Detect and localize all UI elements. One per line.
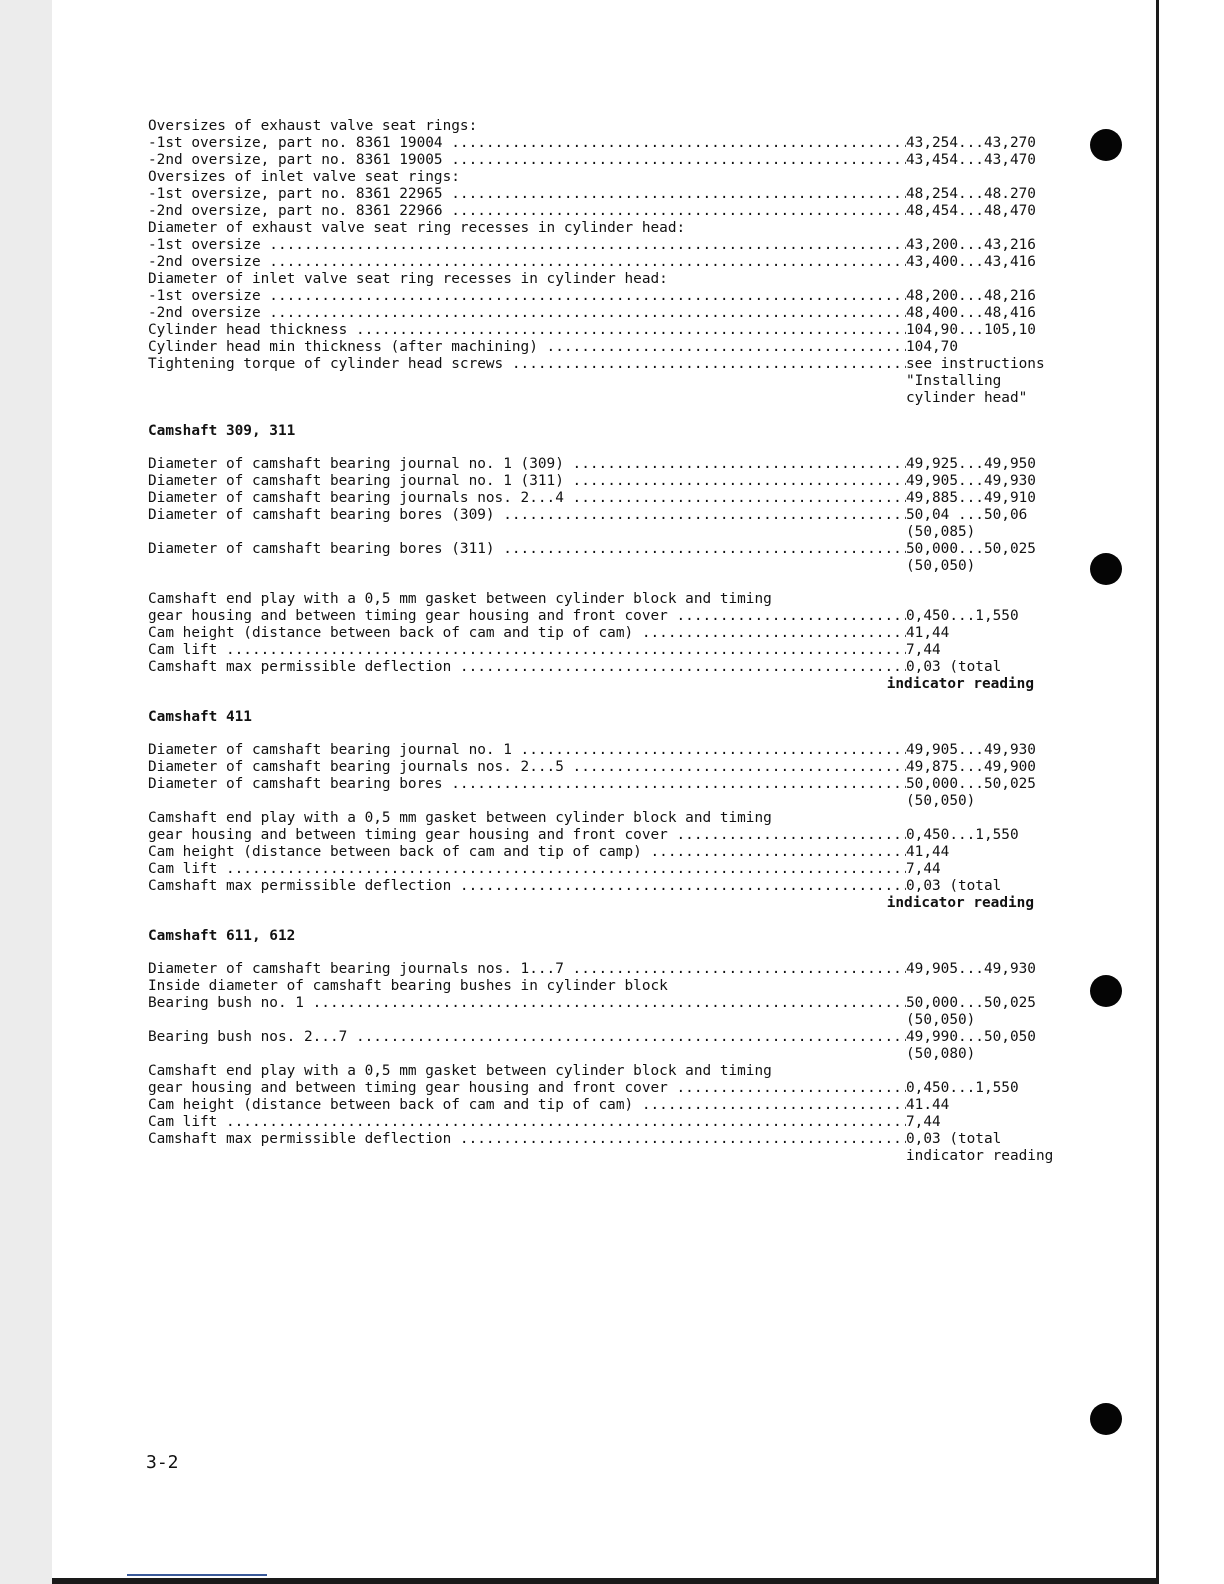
- spec-label: Bearing bush nos. 2...7 .....: [148, 1029, 906, 1046]
- spec-row: [148, 203, 1060, 220]
- spec-section: [148, 423, 1060, 693]
- spec-value: 104,70: [906, 339, 958, 355]
- spec-label: gear housing and between timing gear housing and front cover .....: [148, 1080, 906, 1097]
- spec-row: [148, 1097, 1060, 1114]
- spec-value: 0,03 (total: [906, 659, 1002, 675]
- spec-label: Camshaft max permissible deflection .....: [148, 1131, 906, 1148]
- spec-value: 49,905...49,930: [906, 742, 1036, 758]
- spec-row: [148, 541, 1060, 558]
- spec-label: -1st oversize, part no. 8361 19004 .....: [148, 135, 906, 152]
- spec-row: [148, 591, 1060, 608]
- spec-value-continued-text: (50,085): [906, 524, 976, 540]
- spec-value: 0,450...1,550: [906, 827, 1019, 843]
- section-heading: Camshaft 411: [148, 709, 252, 725]
- page-right-margin: [1159, 0, 1224, 1584]
- binder-hole-icon: [1090, 975, 1122, 1007]
- spec-row: [148, 625, 1060, 642]
- spec-value: see instructions: [906, 356, 1045, 372]
- spec-value: 41,44: [906, 625, 950, 641]
- spec-row: [148, 1114, 1060, 1131]
- spec-label: Diameter of camshaft bearing journal no. 1 (311) .....: [148, 473, 906, 490]
- spec-row: [148, 642, 1060, 659]
- spec-value: 43,400...43,416: [906, 254, 1036, 270]
- spec-row: [148, 827, 1060, 844]
- spec-value: 50,04 ...50,06: [906, 507, 1028, 523]
- spec-value: 50,000...50,025: [906, 995, 1036, 1011]
- spec-row: [148, 961, 1060, 978]
- spec-row: [148, 186, 1060, 203]
- spec-value: 104,90...105,10: [906, 322, 1036, 338]
- spec-label: Cam lift .....: [148, 861, 906, 878]
- spec-row: [148, 810, 1060, 827]
- scan-left-shade: [0, 0, 52, 1584]
- spec-value-continued-text: cylinder head": [906, 390, 1028, 406]
- spec-row: [148, 456, 1060, 473]
- spec-value: 43,254...43,270: [906, 135, 1036, 151]
- binder-hole-icon: [1090, 129, 1122, 161]
- spec-label: gear housing and between timing gear housing and front cover .....: [148, 827, 906, 844]
- spec-value-continued-text: (50,050): [906, 558, 976, 574]
- spec-row: [148, 152, 1060, 169]
- spec-value-continued: [148, 524, 1060, 541]
- spec-row: [148, 978, 1060, 995]
- spec-label: Diameter of exhaust valve seat ring recesses in cylinder head:: [148, 220, 686, 236]
- spec-label: Tightening torque of cylinder head screws .....: [148, 356, 906, 373]
- spec-value-continued: [148, 373, 1060, 390]
- spec-label: Camshaft end play with a 0,5 mm gasket between cylinder block and timing: [148, 1063, 772, 1079]
- spec-value: 49,885...49,910: [906, 490, 1036, 506]
- section-heading: Camshaft 309, 311: [148, 423, 296, 439]
- spec-value-continued-text: indicator reading: [906, 1148, 1054, 1164]
- spec-row: [148, 322, 1060, 339]
- spec-label: Diameter of inlet valve seat ring recesses in cylinder head:: [148, 271, 668, 287]
- spec-value: 48,400...48,416: [906, 305, 1036, 321]
- spec-row: [148, 271, 1060, 288]
- spec-label: -2nd oversize .....: [148, 305, 906, 322]
- spec-value-continued-bold: indicator reading: [886, 895, 1034, 911]
- spec-value: 7,44: [906, 642, 941, 658]
- spec-row: [148, 1080, 1060, 1097]
- spec-value-continued: [148, 390, 1060, 407]
- spec-label: Diameter of camshaft bearing journals nos. 2...5 .....: [148, 759, 906, 776]
- spec-value: 41,44: [906, 844, 950, 860]
- spec-row: [148, 776, 1060, 793]
- spec-label: Cam height (distance between back of cam and tip of cam) .....: [148, 625, 906, 642]
- spec-label: Diameter of camshaft bearing journal no. 1 (309) .....: [148, 456, 906, 473]
- spec-value-continued: [148, 1046, 1060, 1063]
- spec-value: 49,925...49,950: [906, 456, 1036, 472]
- spec-value-continued-text: (50,050): [906, 793, 976, 809]
- page-bottom-edge: [52, 1578, 1159, 1584]
- spec-value: 43,200...43,216: [906, 237, 1036, 253]
- spec-value-continued: [148, 793, 1060, 810]
- spec-value: 49,990...50,050: [906, 1029, 1036, 1045]
- spec-label: Cam height (distance between back of cam and tip of cam) .....: [148, 1097, 906, 1114]
- spec-section: [148, 118, 1060, 407]
- spec-label: Bearing bush no. 1 .....: [148, 995, 906, 1012]
- spec-value: 49,905...49,930: [906, 473, 1036, 489]
- spec-label: gear housing and between timing gear housing and front cover .....: [148, 608, 906, 625]
- spec-section: [148, 709, 1060, 912]
- spec-value: 49,905...49,930: [906, 961, 1036, 977]
- spec-label: Cylinder head min thickness (after machining) .....: [148, 339, 906, 356]
- spec-row: [148, 1131, 1060, 1148]
- spec-value-continued-text: (50,080): [906, 1046, 976, 1062]
- spec-label: Cam lift .....: [148, 642, 906, 659]
- spec-value: 7,44: [906, 861, 941, 877]
- spec-row: [148, 305, 1060, 322]
- spec-label: Cam height (distance between back of cam and tip of camp) .....: [148, 844, 906, 861]
- spec-label: Camshaft max permissible deflection .....: [148, 659, 906, 676]
- section-heading: Camshaft 611, 612: [148, 928, 296, 944]
- spec-label: Diameter of camshaft bearing bores (309) .....: [148, 507, 906, 524]
- spec-label: -2nd oversize .....: [148, 254, 906, 271]
- spec-value: 0,450...1,550: [906, 608, 1019, 624]
- spec-label: Oversizes of exhaust valve seat rings:: [148, 118, 478, 134]
- spec-label: Diameter of camshaft bearing journals nos. 2...4 .....: [148, 490, 906, 507]
- spec-value-continued-bold: indicator reading: [886, 676, 1034, 692]
- page-number: 3-2: [146, 1452, 179, 1473]
- spec-label: Cam lift .....: [148, 1114, 906, 1131]
- spec-label: Camshaft end play with a 0,5 mm gasket between cylinder block and timing: [148, 591, 772, 607]
- spec-value: 49,875...49,900: [906, 759, 1036, 775]
- spec-row: [148, 169, 1060, 186]
- scan-artifact-line: [127, 1574, 267, 1576]
- spec-label: Camshaft max permissible deflection .....: [148, 878, 906, 895]
- spec-row: [148, 237, 1060, 254]
- spec-document: [148, 118, 1060, 1165]
- spec-row: [148, 742, 1060, 759]
- spec-value-continued: [148, 1012, 1060, 1029]
- spec-row: [148, 878, 1060, 895]
- spec-value: 50,000...50,025: [906, 541, 1036, 557]
- spec-value: 48,254...48.270: [906, 186, 1036, 202]
- row-gap: [148, 575, 1060, 591]
- spec-value: 7,44: [906, 1114, 941, 1130]
- spec-row: [148, 759, 1060, 776]
- spec-label: Diameter of camshaft bearing bores (311) .....: [148, 541, 906, 558]
- spec-row: [148, 659, 1060, 676]
- spec-value-continued-text: "Installing: [906, 373, 1002, 389]
- spec-row: [148, 861, 1060, 878]
- spec-row: [148, 135, 1060, 152]
- spec-label: Cylinder head thickness .....: [148, 322, 906, 339]
- spec-row: [148, 288, 1060, 305]
- spec-row: [148, 473, 1060, 490]
- spec-row: [148, 356, 1060, 373]
- spec-row: [148, 995, 1060, 1012]
- spec-label: -2nd oversize, part no. 8361 19005 .....: [148, 152, 906, 169]
- spec-value: 0,450...1,550: [906, 1080, 1019, 1096]
- spec-label: -1st oversize .....: [148, 237, 906, 254]
- spec-label: Diameter of camshaft bearing journal no. 1 .....: [148, 742, 906, 759]
- spec-section: [148, 928, 1060, 1165]
- spec-label: -1st oversize .....: [148, 288, 906, 305]
- spec-row: [148, 220, 1060, 237]
- spec-row: [148, 507, 1060, 524]
- spec-value: 41.44: [906, 1097, 950, 1113]
- spec-row: [148, 118, 1060, 135]
- spec-label: Camshaft end play with a 0,5 mm gasket between cylinder block and timing: [148, 810, 772, 826]
- spec-value-continued: [148, 676, 1060, 693]
- spec-value: 0,03 (total: [906, 1131, 1002, 1147]
- spec-label: -1st oversize, part no. 8361 22965 .....: [148, 186, 906, 203]
- spec-value-continued: [148, 895, 1060, 912]
- spec-value: 43,454...43,470: [906, 152, 1036, 168]
- spec-row: [148, 339, 1060, 356]
- spec-row: [148, 608, 1060, 625]
- spec-value: 50,000...50,025: [906, 776, 1036, 792]
- spec-label: Diameter of camshaft bearing bores .....: [148, 776, 906, 793]
- spec-label: Inside diameter of camshaft bearing bushes in cylinder block: [148, 978, 668, 994]
- spec-label: Oversizes of inlet valve seat rings:: [148, 169, 460, 185]
- spec-row: [148, 1029, 1060, 1046]
- spec-row: [148, 1063, 1060, 1080]
- spec-value-continued-text: (50,050): [906, 1012, 976, 1028]
- spec-value-continued: [148, 558, 1060, 575]
- spec-row: [148, 254, 1060, 271]
- spec-label: -2nd oversize, part no. 8361 22966 .....: [148, 203, 906, 220]
- spec-row: [148, 490, 1060, 507]
- binder-hole-icon: [1090, 553, 1122, 585]
- spec-value: 48,454...48,470: [906, 203, 1036, 219]
- spec-value: 0,03 (total: [906, 878, 1002, 894]
- binder-hole-icon: [1090, 1403, 1122, 1435]
- spec-row: [148, 844, 1060, 861]
- spec-label: Diameter of camshaft bearing journals nos. 1...7 .....: [148, 961, 906, 978]
- spec-value: 48,200...48,216: [906, 288, 1036, 304]
- spec-value-continued: [148, 1148, 1060, 1165]
